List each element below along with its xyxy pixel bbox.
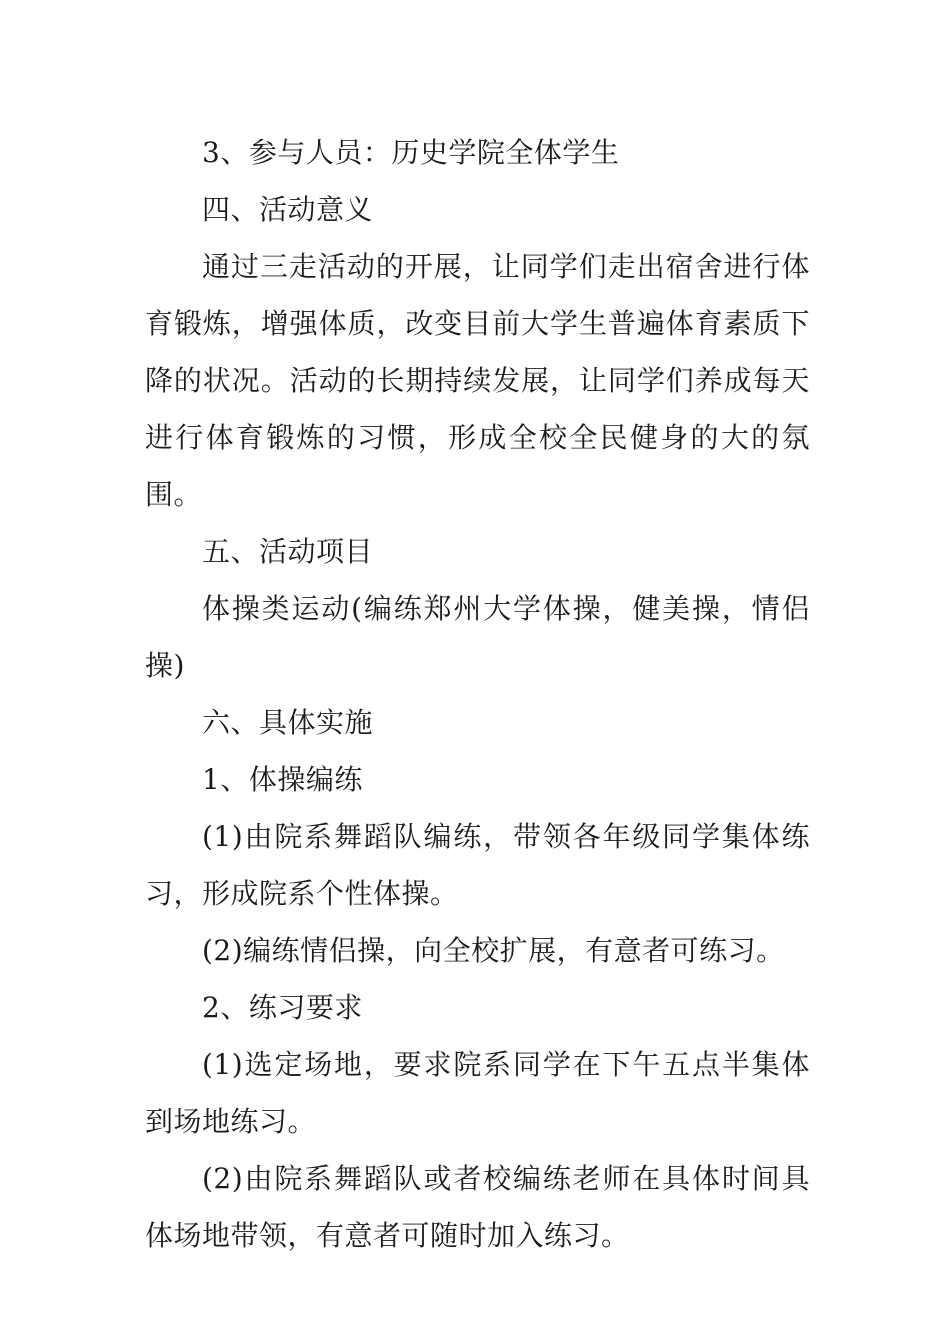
document-body [145,124,810,1264]
paragraph-practice-1: (1)选定场地，要求院系同学在下午五点半集体到场地练习。 [145,1048,810,1138]
heading-implementation: 六、具体实施 [202,706,374,739]
subheading-practice-requirements: 2、练习要求 [202,991,363,1024]
heading-activity-significance: 四、活动意义 [202,193,374,226]
paragraph-items: 体操类运动(编练郑州大学体操，健美操，情侣操) [145,592,810,682]
heading-activity-items: 五、活动项目 [202,535,374,568]
paragraph-choreography-1: (1)由院系舞蹈队编练，带领各年级同学集体练习，形成院系个性体操。 [145,820,810,910]
paragraph-significance: 通过三走活动的开展，让同学们走出宿舍进行体育锻炼，增强体质，改变目前大学生普遍体育素质下降的状况。活动的长期持续发展，让同学们养成每天进行体育锻炼的习惯，形成全校全民健身的大的氛围。 [145,250,810,511]
paragraph-practice-2: (2)由院系舞蹈队或者校编练老师在具体时间具体场地带领，有意者可随时加入练习。 [145,1162,810,1252]
subheading-choreography: 1、体操编练 [202,763,363,796]
paragraph-choreography-2: (2)编练情侣操，向全校扩展，有意者可练习。 [202,934,785,967]
paragraph-participants: 3、参与人员：历史学院全体学生 [202,136,620,169]
